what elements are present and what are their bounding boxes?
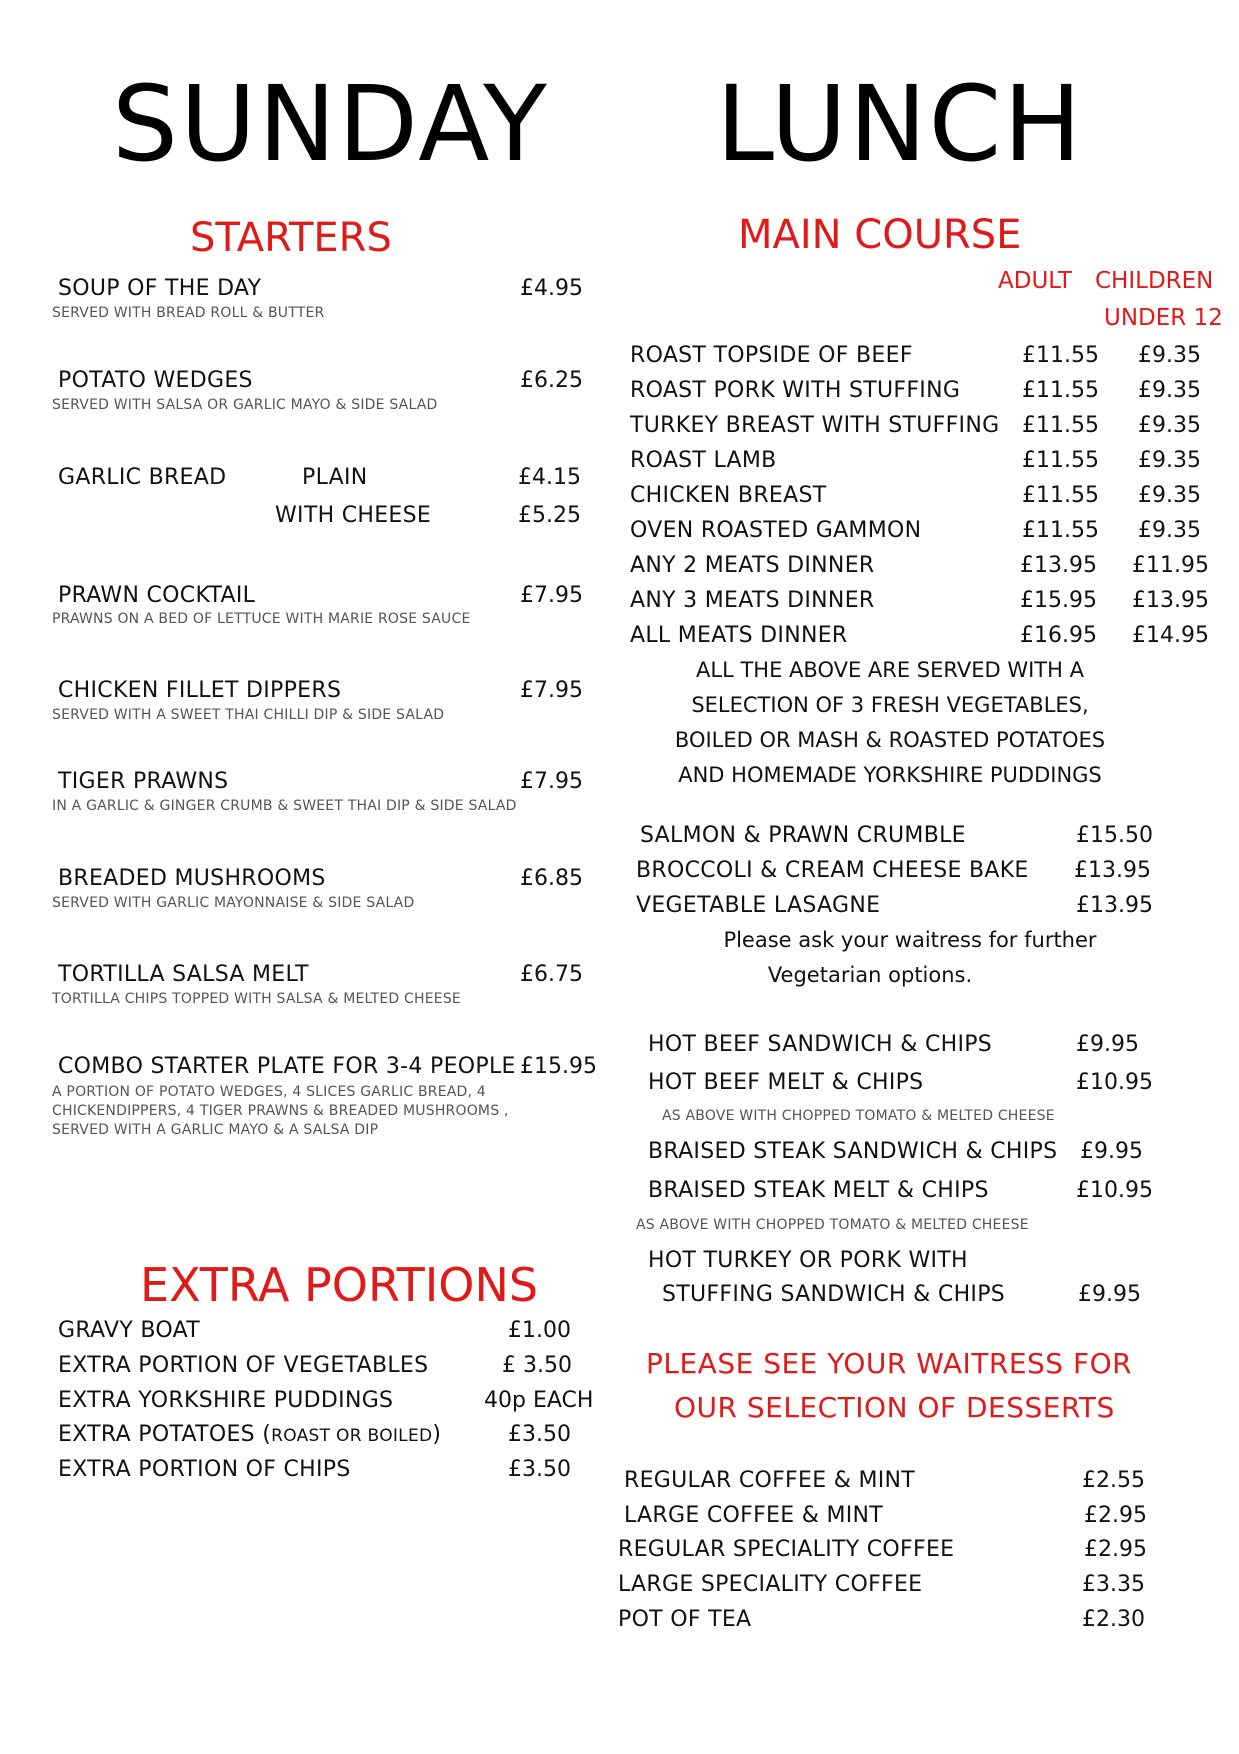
roast-adult-price: £11.55 <box>1022 448 1099 473</box>
sandwich-name: STUFFING SANDWICH & CHIPS <box>662 1282 1006 1307</box>
extra-name: EXTRA PORTION OF VEGETABLES <box>58 1353 429 1378</box>
starter-desc: PRAWNS ON A BED OF LETTUCE WITH MARIE ROSE SAUCE <box>52 611 471 627</box>
sandwich-desc: AS ABOVE WITH CHOPPED TOMATO & MELTED CHEESE <box>636 1217 1029 1233</box>
starters-heading: STARTERS <box>190 215 392 261</box>
starter-desc: A PORTION OF POTATO WEDGES, 4 SLICES GARLIC BREAD, 4 CHICKENDIPPERS, 4 TIGER PRAWNS & BREADED MUSHROOMS , SERVED WITH A GARLIC MAYO & A SALSA DIP <box>52 1084 509 1138</box>
served-note-line: AND HOMEMADE YORKSHIRE PUDDINGS <box>678 763 1102 787</box>
served-note-line: BOILED OR MASH & ROASTED POTATOES <box>674 728 1106 752</box>
sandwich-price: £10.95 <box>1076 1070 1153 1095</box>
title-lunch: LUNCH <box>716 63 1084 185</box>
sandwich-name: BRAISED STEAK SANDWICH & CHIPS <box>648 1139 1058 1164</box>
desserts-note-line: OUR SELECTION OF DESSERTS <box>674 1391 1115 1424</box>
veg-note-line: Please ask your waitress for further <box>723 928 1097 952</box>
drink-name: REGULAR COFFEE & MINT <box>624 1468 916 1493</box>
roast-name: ROAST TOPSIDE OF BEEF <box>630 343 913 368</box>
roast-name: CHICKEN BREAST <box>630 483 827 508</box>
roast-adult-price: £15.95 <box>1020 588 1097 613</box>
starter-price: £7.95 <box>520 678 583 703</box>
starter-price: £7.95 <box>520 769 583 794</box>
starter-price: £6.85 <box>520 866 583 891</box>
roast-name: TURKEY BREAST WITH STUFFING <box>630 413 1000 438</box>
roast-adult-price: £11.55 <box>1022 378 1099 403</box>
drink-price: £3.35 <box>1082 1572 1145 1597</box>
extra-price: £1.00 <box>508 1318 571 1343</box>
roast-child-price: £9.35 <box>1138 343 1201 368</box>
starter-price: £6.75 <box>520 962 583 987</box>
starter-name: POTATO WEDGES <box>58 368 253 393</box>
roast-child-price: £9.35 <box>1138 378 1201 403</box>
extras-heading: EXTRA PORTIONS <box>140 1258 539 1312</box>
starter-desc: SERVED WITH BREAD ROLL & BUTTER <box>52 305 325 321</box>
title-sunday: SUNDAY <box>112 63 549 185</box>
starter-name: BREADED MUSHROOMS <box>58 866 326 891</box>
sandwich-price: £9.95 <box>1078 1282 1141 1307</box>
sandwich-name: HOT BEEF MELT & CHIPS <box>648 1070 924 1095</box>
veg-note-line: Vegetarian options. <box>767 963 973 987</box>
starter-name: SOUP OF THE DAY <box>58 276 262 301</box>
extra-price: £ 3.50 <box>502 1353 572 1378</box>
roast-child-price: £9.35 <box>1138 518 1201 543</box>
roast-adult-price: £11.55 <box>1022 343 1099 368</box>
extra-price: £3.50 <box>508 1422 571 1447</box>
drink-name: REGULAR SPECIALITY COFFEE <box>618 1537 955 1562</box>
roast-child-price: £11.95 <box>1132 553 1209 578</box>
starter-desc: TORTILLA CHIPS TOPPED WITH SALSA & MELTED CHEESE <box>52 991 461 1007</box>
served-note-line: ALL THE ABOVE ARE SERVED WITH A <box>696 658 1084 682</box>
starter-name: TORTILLA SALSA MELT <box>58 962 309 987</box>
drink-price: £2.55 <box>1082 1468 1145 1493</box>
starter-price: £7.95 <box>520 583 583 608</box>
starter-desc: SERVED WITH A SWEET THAI CHILLI DIP & SIDE SALAD <box>52 707 445 723</box>
veg-name: BROCCOLI & CREAM CHEESE BAKE <box>636 858 1029 883</box>
starter-price: £4.15 <box>518 465 581 490</box>
roast-child-price: £9.35 <box>1138 448 1201 473</box>
starter-name: GARLIC BREAD <box>58 465 227 490</box>
served-note-line: SELECTION OF 3 FRESH VEGETABLES, <box>691 693 1089 717</box>
starter-price: £6.25 <box>520 368 583 393</box>
starter-desc: IN A GARLIC & GINGER CRUMB & SWEET THAI DIP & SIDE SALAD <box>52 798 517 814</box>
roast-adult-price: £16.95 <box>1020 623 1097 648</box>
drink-price: £2.95 <box>1084 1503 1147 1528</box>
starter-name: PRAWN COCKTAIL <box>58 583 256 608</box>
sandwich-price: £9.95 <box>1076 1032 1139 1057</box>
roast-name: OVEN ROASTED GAMMON <box>630 518 922 543</box>
roast-name: ALL MEATS DINNER <box>630 623 848 648</box>
roast-name: ANY 3 MEATS DINNER <box>630 588 875 613</box>
roast-adult-price: £11.55 <box>1022 413 1099 438</box>
garlic-option-plain: PLAIN <box>302 465 368 490</box>
extra-name-potatoes <box>58 1424 441 1446</box>
col-under-12: UNDER 12 <box>1104 305 1223 331</box>
roast-child-price: £9.35 <box>1138 483 1201 508</box>
veg-name: VEGETABLE LASAGNE <box>636 893 881 918</box>
starter-price: £5.25 <box>518 503 581 528</box>
roast-adult-price: £11.55 <box>1022 483 1099 508</box>
sandwich-name: HOT TURKEY OR PORK WITH <box>648 1248 968 1273</box>
roast-child-price: £14.95 <box>1132 623 1209 648</box>
roast-name: ROAST LAMB <box>630 448 777 473</box>
starter-desc: SERVED WITH GARLIC MAYONNAISE & SIDE SALAD <box>52 895 415 911</box>
sandwich-name: BRAISED STEAK MELT & CHIPS <box>648 1178 989 1203</box>
sandwich-desc: AS ABOVE WITH CHOPPED TOMATO & MELTED CHEESE <box>662 1108 1055 1124</box>
drink-price: £2.30 <box>1082 1607 1145 1632</box>
extra-name-close: ) <box>432 1422 442 1447</box>
starter-price: £4.95 <box>520 276 583 301</box>
drink-name: POT OF TEA <box>618 1607 752 1632</box>
garlic-option-cheese: WITH CHEESE <box>275 503 432 528</box>
extra-name: EXTRA POTATOES ( <box>58 1422 272 1447</box>
extra-name: GRAVY BOAT <box>58 1318 200 1343</box>
starter-name: TIGER PRAWNS <box>58 769 229 794</box>
veg-name: SALMON & PRAWN CRUMBLE <box>640 823 966 848</box>
veg-price: £13.95 <box>1076 893 1153 918</box>
sandwich-price: £9.95 <box>1080 1139 1143 1164</box>
desserts-note-line: PLEASE SEE YOUR WAITRESS FOR <box>646 1347 1133 1380</box>
starter-name: CHICKEN FILLET DIPPERS <box>58 678 342 703</box>
sandwich-price: £10.95 <box>1076 1178 1153 1203</box>
roast-name: ROAST PORK WITH STUFFING <box>630 378 961 403</box>
roast-adult-price: £11.55 <box>1022 518 1099 543</box>
extra-price: 40p EACH <box>484 1388 594 1413</box>
drink-price: £2.95 <box>1084 1537 1147 1562</box>
main-course-heading: MAIN COURSE <box>738 212 1022 258</box>
drink-name: LARGE SPECIALITY COFFEE <box>618 1572 923 1597</box>
extra-name-note: ROAST OR BOILED <box>271 1426 433 1446</box>
roast-name: ANY 2 MEATS DINNER <box>630 553 875 578</box>
extra-name: EXTRA YORKSHIRE PUDDINGS <box>58 1388 394 1413</box>
roast-child-price: £13.95 <box>1132 588 1209 613</box>
veg-price: £13.95 <box>1074 858 1151 883</box>
veg-price: £15.50 <box>1076 823 1153 848</box>
col-adult: ADULT <box>998 268 1072 294</box>
roast-adult-price: £13.95 <box>1020 553 1097 578</box>
sandwich-name: HOT BEEF SANDWICH & CHIPS <box>648 1032 993 1057</box>
starter-name: COMBO STARTER PLATE FOR 3-4 PEOPLE <box>58 1054 516 1079</box>
extra-price: £3.50 <box>508 1457 571 1482</box>
roast-child-price: £9.35 <box>1138 413 1201 438</box>
starter-price: £15.95 <box>520 1054 597 1079</box>
starter-desc: SERVED WITH SALSA OR GARLIC MAYO & SIDE SALAD <box>52 397 438 413</box>
drink-name: LARGE COFFEE & MINT <box>624 1503 884 1528</box>
extra-name: EXTRA PORTION OF CHIPS <box>58 1457 351 1482</box>
col-children: CHILDREN <box>1095 268 1214 294</box>
